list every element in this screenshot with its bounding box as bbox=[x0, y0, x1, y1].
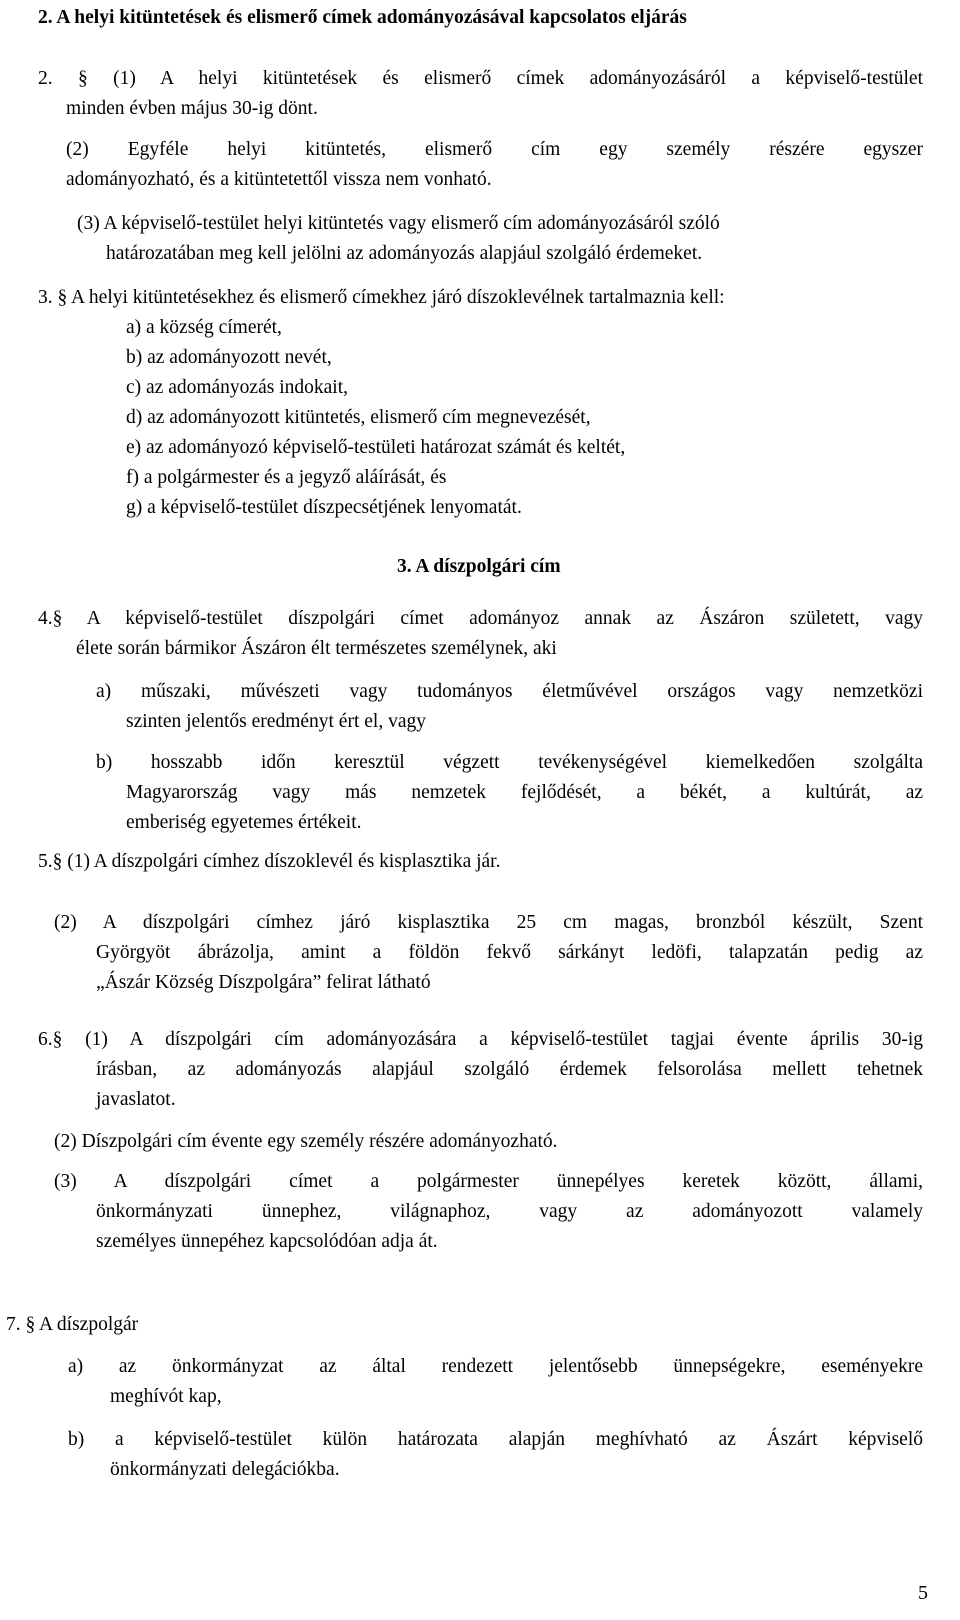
list-item: b) hosszabb időn keresztül végzett tevékenységével kiemelkedően szolgálta bbox=[96, 752, 923, 773]
list-item: szinten jelentős eredményt ért el, vagy bbox=[126, 711, 426, 732]
list-item: d) az adományozott kitüntetés, elismerő cím megnevezését, bbox=[126, 407, 591, 428]
paragraph-line: (2) A díszpolgári címhez járó kisplasztika 25 cm magas, bronzból készült, Szent bbox=[54, 912, 923, 933]
section-heading: 3. A díszpolgári cím bbox=[397, 556, 561, 577]
paragraph-line: személyes ünnepéhez kapcsolódóan adja át. bbox=[96, 1231, 438, 1252]
section-heading: 2. A helyi kitüntetések és elismerő címek adományozásával kapcsolatos eljárás bbox=[38, 7, 687, 28]
list-item: emberiség egyetemes értékeit. bbox=[126, 812, 362, 833]
paragraph-line: 5.§ (1) A díszpolgári címhez díszoklevél és kisplasztika jár. bbox=[38, 851, 501, 872]
list-item: a) a község címerét, bbox=[126, 317, 282, 338]
paragraph-line: 6.§ (1) A díszpolgári cím adományozására a képviselő-testület tagjai évente április 30-ig bbox=[38, 1029, 923, 1050]
paragraph-line: Györgyöt ábrázolja, amint a földön fekvő sárkányt ledöfi, talapzatán pedig az bbox=[96, 942, 923, 963]
page-number: 5 bbox=[918, 1582, 928, 1604]
list-item: c) az adományozás indokait, bbox=[126, 377, 348, 398]
list-item: g) a képviselő-testület díszpecsétjének lenyomatát. bbox=[126, 497, 522, 518]
paragraph-line: élete során bármikor Ászáron élt természetes személynek, aki bbox=[76, 638, 557, 659]
list-item: b) a képviselő-testület külön határozata alapján meghívható az Ászárt képviselő bbox=[68, 1429, 923, 1450]
paragraph-line: 7. § A díszpolgár bbox=[6, 1314, 139, 1335]
paragraph-line: minden évben május 30-ig dönt. bbox=[66, 98, 318, 119]
paragraph-line: „Ászár Község Díszpolgára” felirat látható bbox=[96, 972, 431, 993]
paragraph-line: (2) Egyféle helyi kitüntetés, elismerő cím egy személy részére egyszer bbox=[66, 139, 923, 160]
list-item: a) az önkormányzat az által rendezett jelentősebb ünnepségekre, eseményekre bbox=[68, 1356, 923, 1377]
paragraph-line: 3. § A helyi kitüntetésekhez és elismerő címekhez járó díszoklevélnek tartalmaznia kell: bbox=[38, 287, 725, 308]
list-item: önkormányzati delegációkba. bbox=[110, 1459, 340, 1480]
paragraph-line: (2) Díszpolgári cím évente egy személy részére adományozható. bbox=[54, 1131, 558, 1152]
list-item: a) műszaki, művészeti vagy tudományos életművével országos vagy nemzetközi bbox=[96, 681, 923, 702]
paragraph-line: önkormányzati ünnephez, világnaphoz, vagy az adományozott valamely bbox=[96, 1201, 923, 1222]
list-item: f) a polgármester és a jegyző aláírását, és bbox=[126, 467, 447, 488]
paragraph-line: 4.§ A képviselő-testület díszpolgári címet adományoz annak az Ászáron született, vagy bbox=[38, 608, 923, 629]
list-item: meghívót kap, bbox=[110, 1386, 222, 1407]
paragraph-line: 2. § (1) A helyi kitüntetések és elismerő címek adományozásáról a képviselő-testület bbox=[38, 68, 923, 89]
list-item: Magyarország vagy más nemzetek fejlődését, a békét, a kultúrát, az bbox=[126, 782, 923, 803]
list-item: e) az adományozó képviselő-testületi határozat számát és keltét, bbox=[126, 437, 626, 458]
paragraph-line: (3) A díszpolgári címet a polgármester ünnepélyes keretek között, állami, bbox=[54, 1171, 923, 1192]
list-item: b) az adományozott nevét, bbox=[126, 347, 332, 368]
paragraph-line: határozatában meg kell jelölni az adományozás alapjául szolgáló érdemeket. bbox=[106, 243, 703, 264]
paragraph-line: adományozható, és a kitüntetettől vissza nem vonható. bbox=[66, 169, 492, 190]
paragraph-line: javaslatot. bbox=[96, 1089, 176, 1110]
paragraph-line: (3) A képviselő-testület helyi kitüntetés vagy elismerő cím adományozásáról szóló bbox=[77, 213, 720, 234]
paragraph-line: írásban, az adományozás alapjául szolgáló érdemek felsorolása mellett tehetnek bbox=[96, 1059, 923, 1080]
